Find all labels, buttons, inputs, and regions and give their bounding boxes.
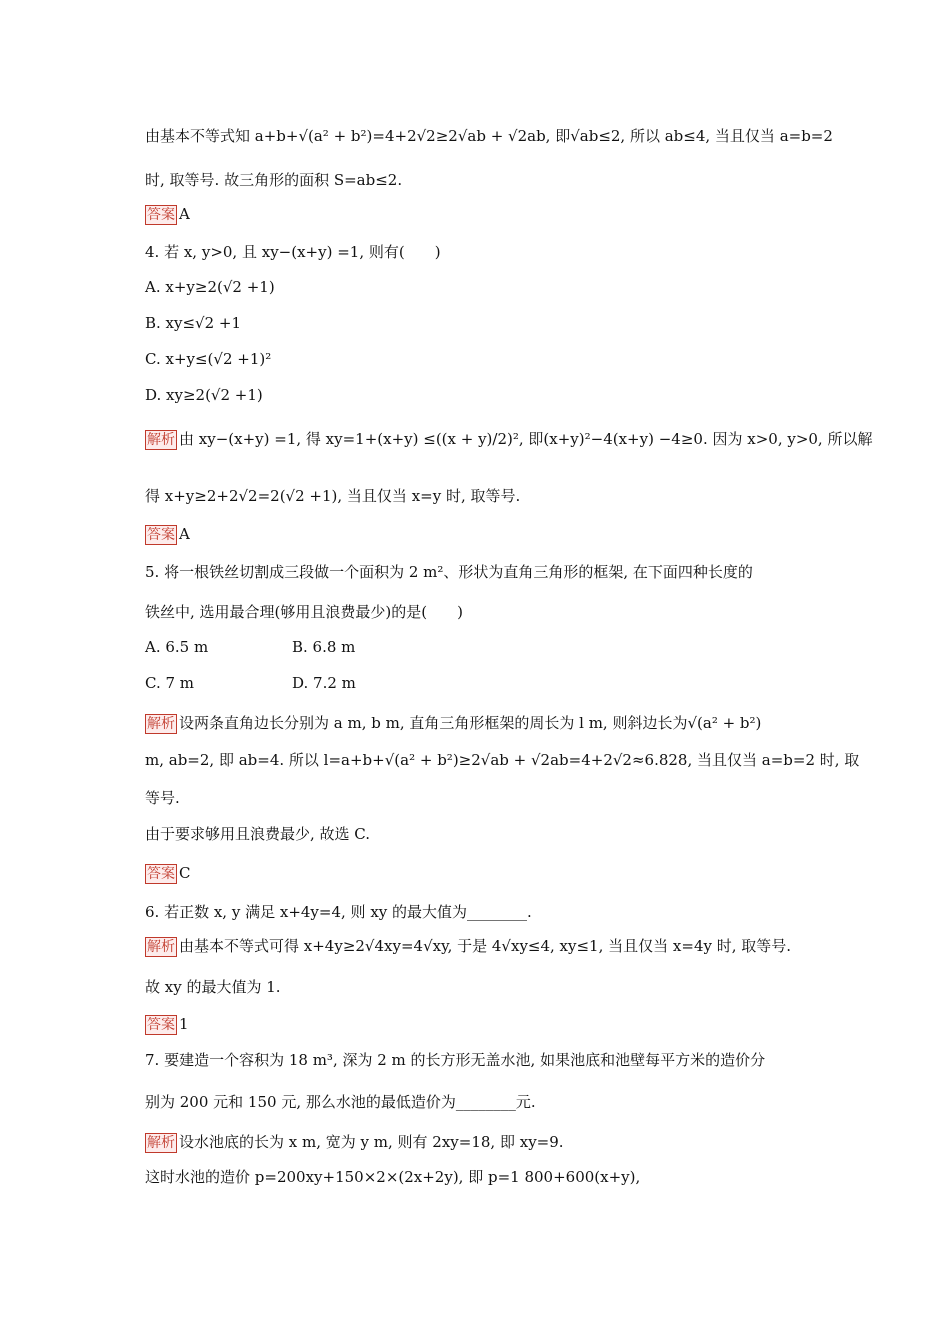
text-line [145, 900, 532, 924]
text-line [145, 934, 791, 958]
line-text: 铁丝中, 选用最合理(够用且浪费最少)的是( ) [145, 603, 463, 621]
text-line [145, 560, 753, 584]
answer-tag: 答案 [147, 207, 175, 223]
text-line [145, 522, 190, 546]
line-text: A [179, 525, 190, 543]
line-text: A [179, 205, 190, 223]
line-text: 由基本不等式可得 x+4y≥2√4xy=4√xy, 于是 4√xy≤4, xy≤1, 当且仅当 x=4y 时, 取等号. [179, 937, 792, 955]
answer-tag: 解析 [147, 1135, 175, 1151]
answer-tag: 答案 [147, 866, 175, 882]
line-text: 这时水池的造价 p=200xy+150×2×(2x+2y), 即 p=1 800+600(x+y), [145, 1168, 641, 1186]
text-line [145, 748, 859, 772]
line-text: A. 6.5 m [145, 638, 209, 656]
text-line [145, 240, 441, 264]
text-line [145, 168, 402, 192]
line-text: 得 x+y≥2+2√2=2(√2 +1), 当且仅当 x=y 时, 取等号. [145, 487, 521, 505]
line-text: 设两条直角边长分别为 a m, b m, 直角三角形框架的周长为 l m, 则斜边长为√(a² + b²) [179, 714, 762, 732]
line-text: 1 [179, 1015, 189, 1033]
text-line [145, 427, 872, 451]
text-line [145, 347, 271, 371]
text-line [145, 1012, 189, 1036]
text-line [145, 1165, 640, 1189]
text-line [145, 383, 263, 407]
line-text: 等号. [145, 789, 180, 807]
line-text: 5. 将一根铁丝切割成三段做一个面积为 2 m²、形状为直角三角形的框架, 在下面四种长度的 [145, 563, 753, 581]
answer-tag: 解析 [147, 939, 175, 955]
answer-tag: 解析 [147, 716, 175, 732]
text-line [145, 861, 190, 885]
line-text: 设水池底的长为 x m, 宽为 y m, 则有 2xy=18, 即 xy=9. [179, 1133, 564, 1151]
line-text: C [179, 864, 191, 882]
text-line [145, 1130, 564, 1154]
line-text: 4. 若 x, y>0, 且 xy−(x+y) =1, 则有( ) [145, 243, 441, 261]
line-text: C. 7 m [145, 674, 195, 692]
line-text: 由基本不等式知 a+b+√(a² + b²)=4+2√2≥2√ab + √2ab, 即√ab≤2, 所以 ab≤4, 当且仅当 a=b=2 [145, 127, 833, 145]
text-line [145, 671, 356, 695]
line-text: 由于要求够用且浪费最少, 故选 C. [145, 825, 371, 843]
line-text: B. xy≤√2 +1 [145, 314, 242, 332]
line-text: A. x+y≥2(√2 +1) [145, 278, 275, 296]
option-text: D. 7.2 m [292, 674, 356, 692]
line-text: C. x+y≤(√2 +1)² [145, 350, 272, 368]
text-line [145, 124, 833, 148]
line-text: 时, 取等号. 故三角形的面积 S=ab≤2. [145, 171, 403, 189]
text-line [145, 975, 281, 999]
text-line [145, 202, 190, 226]
text-line [145, 711, 761, 735]
text-line [145, 311, 241, 335]
line-text: 故 xy 的最大值为 1. [145, 978, 281, 996]
text-line [145, 635, 356, 659]
text-line [145, 275, 275, 299]
text-line [145, 822, 370, 846]
text-line [145, 1048, 765, 1072]
line-text: 别为 200 元和 150 元, 那么水池的最低造价为________元. [145, 1093, 536, 1111]
line-text: m, ab=2, 即 ab=4. 所以 l=a+b+√(a² + b²)≥2√ab + √2ab=4+2√2≈6.828, 当且仅当 a=b=2 时, 取 [145, 751, 860, 769]
text-line [145, 1090, 536, 1114]
answer-tag: 答案 [147, 527, 175, 543]
line-text: 7. 要建造一个容积为 18 m³, 深为 2 m 的长方形无盖水池, 如果池底和池壁每平方米的造价分 [145, 1051, 766, 1069]
answer-tag: 解析 [147, 432, 175, 448]
option-text: B. 6.8 m [292, 638, 356, 656]
text-line [145, 484, 520, 508]
text-line [145, 600, 463, 624]
line-text: 6. 若正数 x, y 满足 x+4y=4, 则 xy 的最大值为________. [145, 903, 532, 921]
answer-tag: 答案 [147, 1017, 175, 1033]
line-text: D. xy≥2(√2 +1) [145, 386, 263, 404]
text-line [145, 786, 180, 810]
line-text: 由 xy−(x+y) =1, 得 xy=1+(x+y) ≤((x + y)/2)², 即(x+y)²−4(x+y) −4≥0. 因为 x>0, y>0, 所以解 [179, 430, 873, 448]
